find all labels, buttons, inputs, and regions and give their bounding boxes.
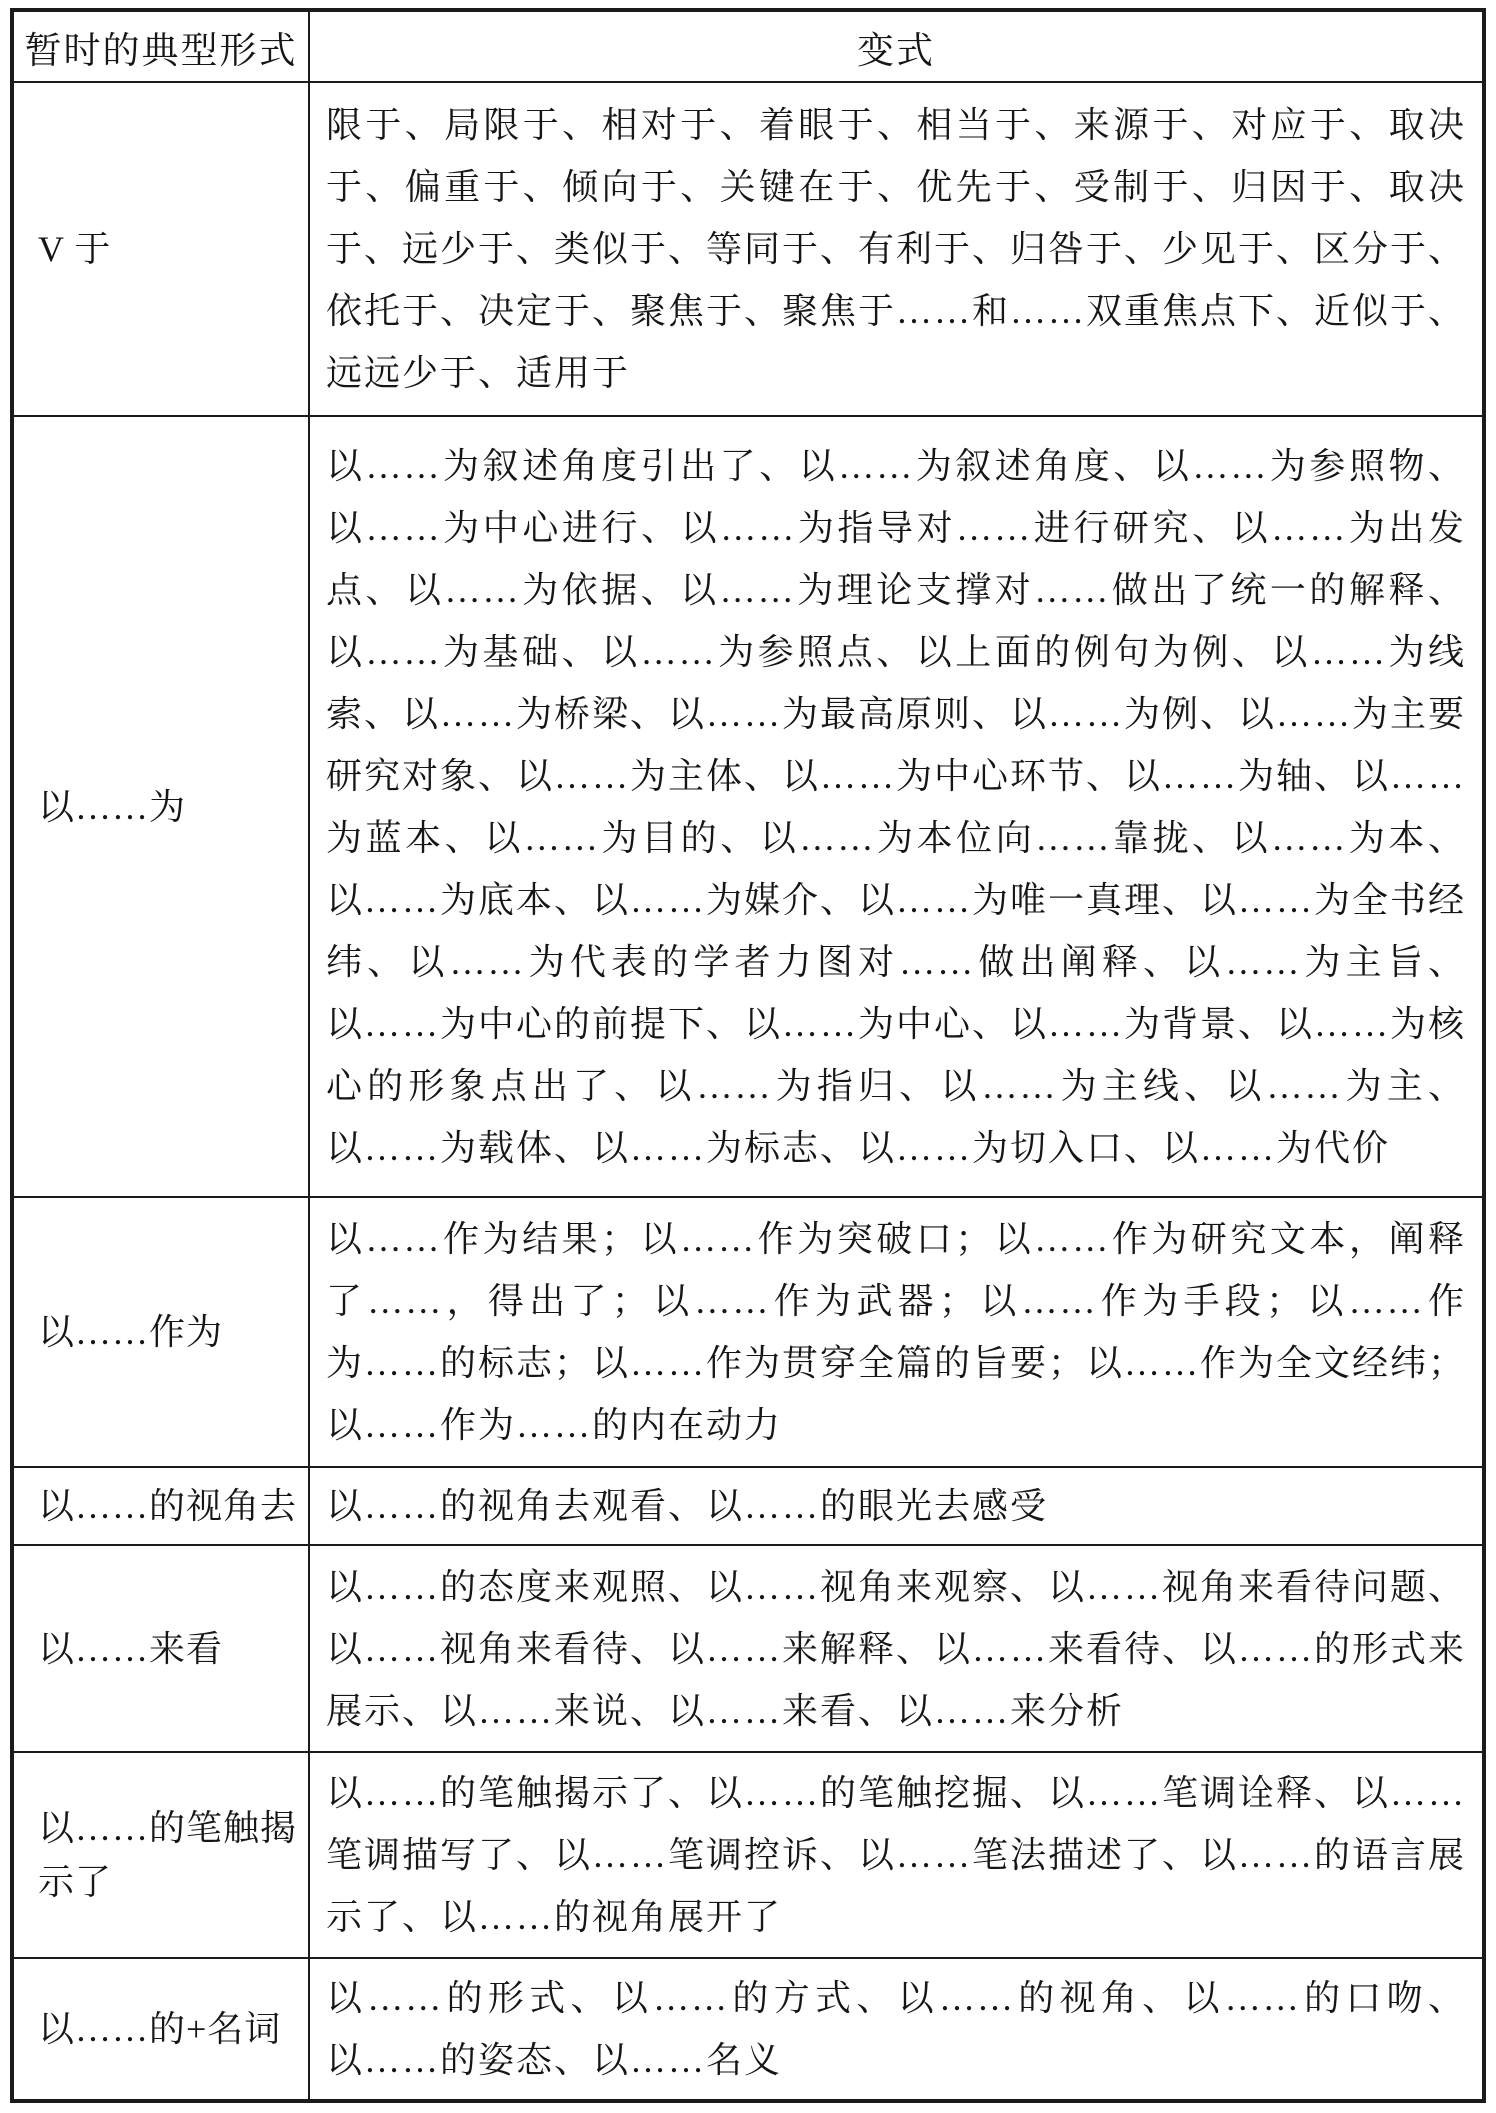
table-row-yi-de-mingci — [12, 1958, 1484, 2101]
variants-cell: 以……的形式、以……的方式、以……的视角、以……的口吻、以……的姿态、以……名义 — [309, 1958, 1484, 2101]
typical-form-cell: 以……作为 — [12, 1197, 309, 1467]
table-body — [12, 82, 1484, 2101]
table-head — [12, 10, 1484, 82]
typical-form-cell: 以……的笔触揭示了 — [12, 1752, 309, 1958]
table-row-yi-bichu — [12, 1752, 1484, 1958]
header-row — [12, 10, 1484, 82]
variants-cell: 以……的笔触揭示了、以……的笔触挖掘、以……笔调诠释、以……笔调描写了、以……笔调控诉、以……笔法描述了、以……的语言展示了、以……的视角展开了 — [309, 1752, 1484, 1958]
header-variants: 变式 — [309, 10, 1484, 82]
variants-cell: 以……作为结果；以……作为突破口；以……作为研究文本，阐释了……，得出了；以……作为武器；以……作为手段；以……作为……的标志；以……作为贯穿全篇的旨要；以……作为全文经纬；以……作为……的内在动力 — [309, 1197, 1484, 1467]
variants-cell: 以……的态度来观照、以……视角来观察、以……视角来看待问题、以……视角来看待、以……来解释、以……来看待、以……的形式来展示、以……来说、以……来看、以……来分析 — [309, 1545, 1484, 1751]
variants-cell: 以……为叙述角度引出了、以……为叙述角度、以……为参照物、以……为中心进行、以……为指导对……进行研究、以……为出发点、以……为依据、以……为理论支撑对……做出了统一的解释、以……为基础、以……为参照点、以上面的例句为例、以……为线索、以……为桥梁、以……为最高原则、以……为例、以……为主要研究对象、以……为主体、以……为中心环节、以……为轴、以……为蓝本、以……为目的、以……为本位向……靠拢、以……为本、以……为底本、以……为媒介、以……为唯一真理、以……为全书经纬、以……为代表的学者力图对……做出阐释、以……为主旨、以……为中心的前提下、以……为中心、以……为背景、以……为核心的形象点出了、以……为指归、以……为主线、以……为主、以……为载体、以……为标志、以……为切入口、以……为代价 — [309, 416, 1484, 1197]
typical-form-cell: 以……的+名词 — [12, 1958, 309, 2101]
variants-table — [10, 8, 1486, 2103]
table-row-yi-zuowei — [12, 1197, 1484, 1467]
typical-form-cell: 以……来看 — [12, 1545, 309, 1751]
variants-cell: 限于、局限于、相对于、着眼于、相当于、来源于、对应于、取决于、偏重于、倾向于、关键在于、优先于、受制于、归因于、取决于、远少于、类似于、等同于、有利于、归咎于、少见于、区分于、依托于、决定于、聚焦于、聚焦于……和……双重焦点下、近似于、远远少于、适用于 — [309, 82, 1484, 416]
table-row-yi-wei — [12, 416, 1484, 1197]
variants-cell: 以……的视角去观看、以……的眼光去感受 — [309, 1467, 1484, 1545]
header-typical-form: 暂时的典型形式 — [12, 10, 309, 82]
typical-form-cell: 以……为 — [12, 416, 309, 1197]
typical-form-cell: V 于 — [12, 82, 309, 416]
table-row-yi-laikan — [12, 1545, 1484, 1751]
table-row-yi-shijiaoqu — [12, 1467, 1484, 1545]
table-row-v-yu — [12, 82, 1484, 416]
typical-form-cell: 以……的视角去 — [12, 1467, 309, 1545]
